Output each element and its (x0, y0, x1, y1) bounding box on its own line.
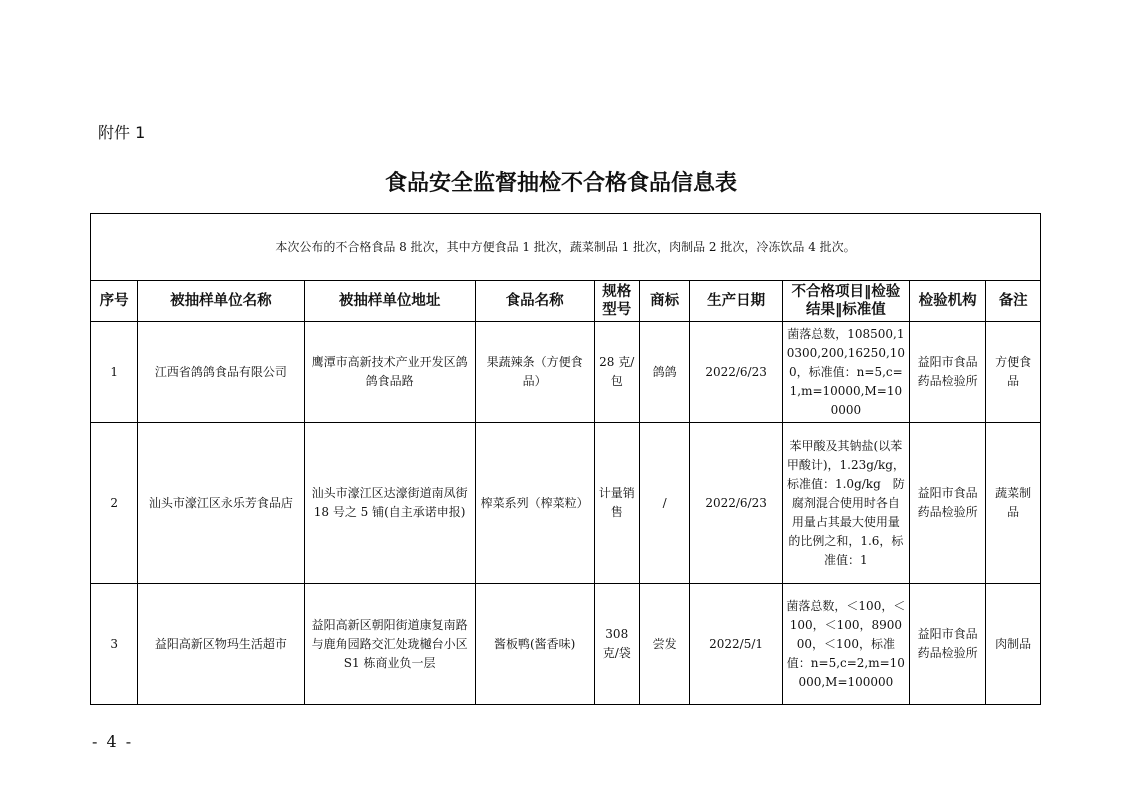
col-header-no: 序号 (91, 281, 138, 322)
cell-agency: 益阳市食品药品检验所 (909, 322, 986, 423)
col-header-spec: 规格型号 (594, 281, 639, 322)
col-header-result: 不合格项目‖检验结果‖标准值 (782, 281, 909, 322)
summary-row (91, 214, 1041, 281)
cell-result: 菌落总数，＜100，＜100，＜100，890000，＜100，标准值：n=5,c=2,m=10000,M=100000 (782, 584, 909, 705)
cell-unit: 江西省鸽鸽食品有限公司 (138, 322, 304, 423)
col-header-brand: 商标 (639, 281, 689, 322)
cell-address: 汕头市濠江区达濠街道南凤街 18 号之 5 铺(自主承诺申报) (304, 423, 475, 584)
cell-spec: 28 克/包 (594, 322, 639, 423)
table-row (91, 322, 1041, 423)
cell-address: 鹰潭市高新技术产业开发区鸽鸽食品路 (304, 322, 475, 423)
cell-result: 菌落总数，108500,10300,200,16250,100，标准值：n=5,c=1,m=10000,M=100000 (782, 322, 909, 423)
cell-brand: 鸽鸽 (639, 322, 689, 423)
col-header-unit: 被抽样单位名称 (138, 281, 304, 322)
cell-date: 2022/5/1 (690, 584, 783, 705)
cell-food: 酱板鸭(酱香味) (475, 584, 594, 705)
cell-no: 2 (91, 423, 138, 584)
unqualified-food-table (90, 213, 1041, 705)
cell-food: 果蔬辣条（方便食品） (475, 322, 594, 423)
cell-note: 方便食品 (986, 322, 1041, 423)
cell-note: 蔬菜制品 (986, 423, 1041, 584)
cell-unit: 益阳高新区物玛生活超市 (138, 584, 304, 705)
cell-brand: / (639, 423, 689, 584)
cell-agency: 益阳市食品药品检验所 (909, 584, 986, 705)
page-title: 食品安全监督抽检不合格食品信息表 (384, 171, 737, 196)
table-row (91, 584, 1041, 705)
cell-note: 肉制品 (986, 584, 1041, 705)
table-header-row (91, 281, 1041, 322)
cell-agency: 益阳市食品药品检验所 (909, 423, 986, 584)
col-header-address: 被抽样单位地址 (304, 281, 475, 322)
cell-spec: 308 克/袋 (594, 584, 639, 705)
col-header-food: 食品名称 (475, 281, 594, 322)
attachment-label: 附件 1 (98, 123, 146, 142)
cell-address: 益阳高新区朝阳街道康复南路与鹿角园路交汇处珑樾台小区 S1 栋商业负一层 (304, 584, 475, 705)
cell-date: 2022/6/23 (690, 423, 783, 584)
summary-text: 本次公布的不合格食品 8 批次，其中方便食品 1 批次，蔬菜制品 1 批次，肉制品 2 批次，冷冻饮品 4 批次。 (91, 214, 1041, 281)
cell-food: 榨菜系列（榨菜粒） (475, 423, 594, 584)
cell-result: 苯甲酸及其钠盐(以苯甲酸计)，1.23g/kg，标准值：1.0g/kg 防腐剂混合使用时各自用量占其最大使用量的比例之和，1.6，标准值：1 (782, 423, 909, 584)
table-row (91, 423, 1041, 584)
cell-unit: 汕头市濠江区永乐芳食品店 (138, 423, 304, 584)
col-header-note: 备注 (986, 281, 1041, 322)
cell-date: 2022/6/23 (690, 322, 783, 423)
cell-brand: 尝发 (639, 584, 689, 705)
cell-spec: 计量销售 (594, 423, 639, 584)
col-header-date: 生产日期 (690, 281, 783, 322)
cell-no: 1 (91, 322, 138, 423)
page-number: - 4 - (92, 732, 134, 751)
cell-no: 3 (91, 584, 138, 705)
col-header-agency: 检验机构 (909, 281, 986, 322)
